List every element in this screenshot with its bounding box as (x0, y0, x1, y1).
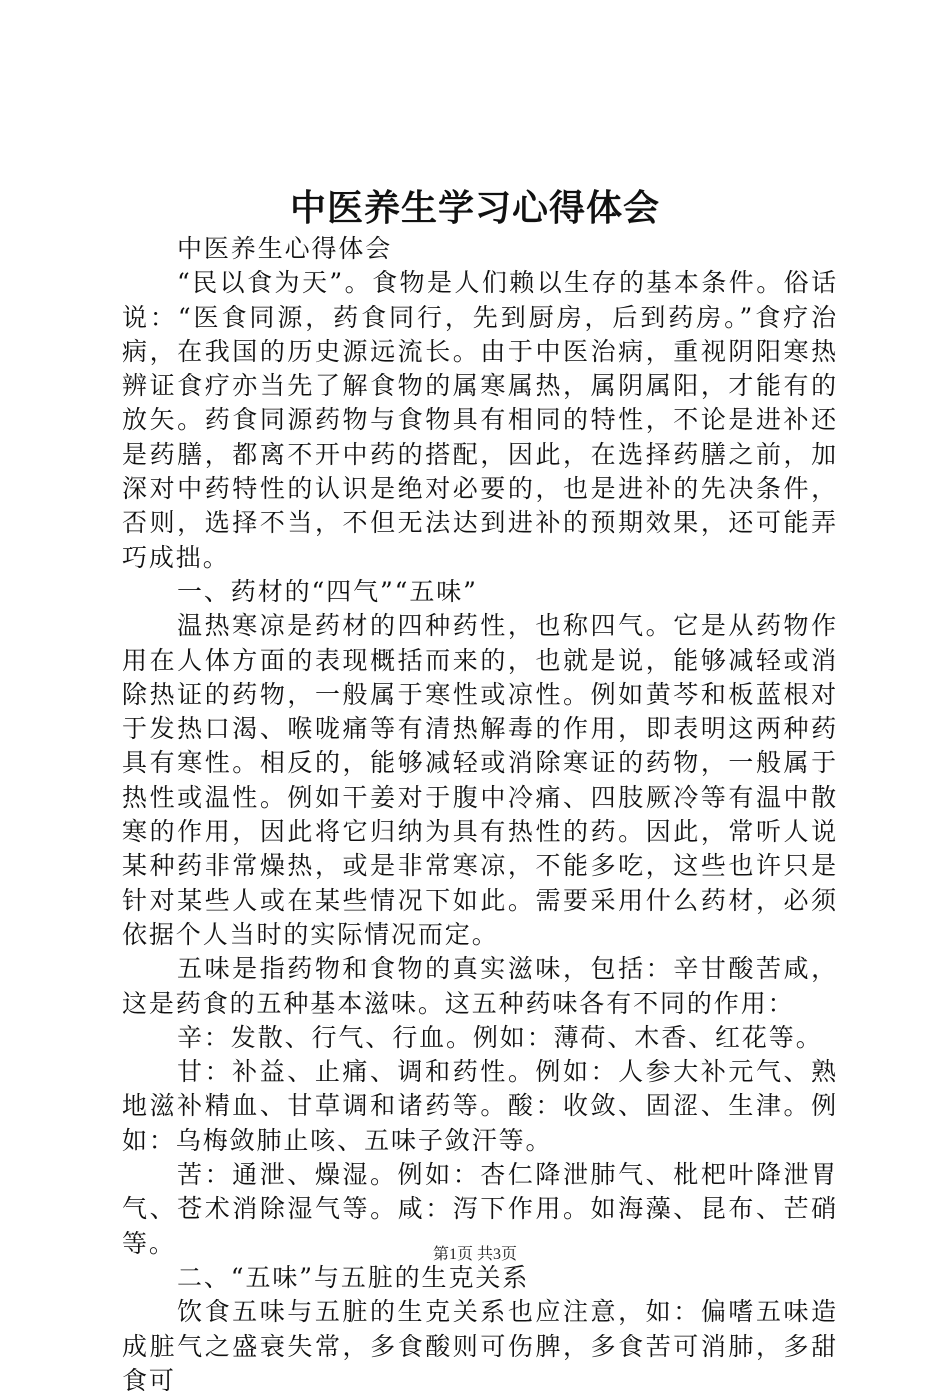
paragraph-five-organs: 饮食五味与五脏的生克关系也应注意，如：偏嗜五味造成脏气之盛衰失常，多食酸则可伤脾，多食苦可消肺，多甜食可 (122, 1297, 838, 1395)
paragraph-sweet-sour: 甘：补益、止痛、调和药性。例如：人参大补元气、熟地滋补精血、甘草调和诸药等。酸：收敛、固涩、生津。例如：乌梅敛肺止咳、五味子敛汗等。 (122, 1057, 838, 1155)
section-heading-five-organs: 二、“五味”与五脏的生克关系 (177, 1262, 530, 1292)
paragraph-four-qi: 温热寒凉是药材的四种药性，也称四气。它是从药物作用在人体方面的表现概括而来的，也就是说，能够减轻或消除热证的药物，一般属于寒性或凉性。例如黄芩和板蓝根对于发热口渴、喉咙痛等有清热解毒的作用，即表明这两种药具有寒性。相反的，能够减轻或消除寒证的药物，一般属于热性或温性。例如干姜对于腹中冷痛、四肢厥冷等有温中散寒的作用，因此将它归纳为具有热性的药。因此，常听人说某种药非常燥热，或是非常寒凉，不能多吃，这些也许只是针对某些人或在某些情况下如此。需要采用什么药材，必须依据个人当时的实际情况而定。 (122, 611, 838, 949)
document-title: 中医养生学习心得体会 (289, 187, 660, 229)
paragraph-intro: “民以食为天”。食物是人们赖以生存的基本条件。俗话说：“医食同源，药食同行，先到厨房，后到药房。”食疗治病，在我国的历史源远流长。由于中医治病，重视阴阳寒热辨证食疗亦当先了解食物的属寒属热，属阴属阳，才能有的放矢。药食同源药物与食物具有相同的特性，不论是进补还是药膳，都离不开中药的搭配，因此，在选择药膳之前，加深对中药特性的认识是绝对必要的，也是进补的先决条件，否则，选择不当，不但无法达到进补的预期效果，还可能弄巧成拙。 (122, 268, 838, 572)
section-heading-four-qi-five-flavors: 一、药材的“四气”“五味” (177, 576, 478, 606)
page-footer: 第1页 共3页 (432, 1246, 517, 1263)
paragraph-subtitle: 中医养生心得体会 (177, 234, 393, 263)
paragraph-pungent: 辛：发散、行气、行血。例如：薄荷、木香、红花等。 (177, 1022, 823, 1052)
document-body (122, 232, 838, 1398)
paragraph-five-flavors: 五味是指药物和食物的真实滋味，包括：辛甘酸苦咸，这是药食的五种基本滋味。这五种药味各有不同的作用： (122, 954, 838, 1018)
paragraph-bitter-salty: 苦：通泄、燥湿。例如：杏仁降泄肺气、枇杷叶降泄胃气、苍术消除湿气等。咸：泻下作用。如海藻、昆布、芒硝等。 (122, 1160, 838, 1258)
